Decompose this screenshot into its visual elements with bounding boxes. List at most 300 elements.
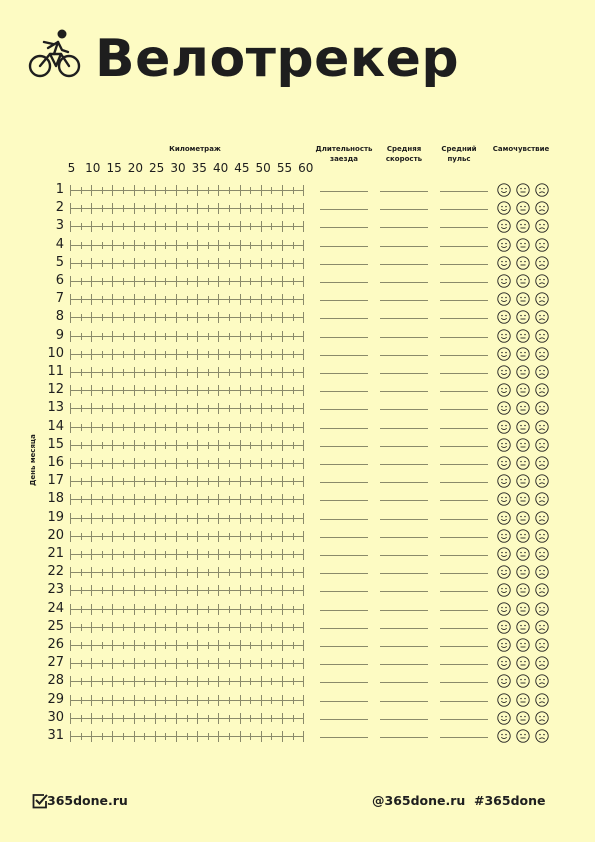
speed-field[interactable]: [380, 464, 428, 465]
pulse-field[interactable]: [440, 227, 488, 228]
sad-face-icon[interactable]: [535, 256, 549, 270]
duration-field[interactable]: [320, 428, 368, 429]
pulse-field[interactable]: [440, 682, 488, 683]
neutral-face-icon[interactable]: [516, 565, 530, 579]
ruler-tick: [197, 258, 198, 269]
speed-field[interactable]: [380, 300, 428, 301]
km-ruler[interactable]: [70, 583, 304, 597]
feeling-options: [497, 438, 551, 454]
ruler-tick: [155, 367, 156, 378]
pulse-field[interactable]: [440, 282, 488, 283]
ruler-tick: [282, 458, 283, 469]
duration-field[interactable]: [320, 391, 368, 392]
speed-field[interactable]: [380, 664, 428, 665]
duration-field[interactable]: [320, 337, 368, 338]
speed-field[interactable]: [380, 519, 428, 520]
ruler-tick: [218, 240, 219, 251]
smiley-icon[interactable]: [497, 383, 511, 397]
smiley-icon[interactable]: [497, 693, 511, 707]
sad-face-icon[interactable]: [535, 456, 549, 470]
sad-face-icon[interactable]: [535, 492, 549, 506]
pulse-field[interactable]: [440, 191, 488, 192]
sad-face-icon[interactable]: [535, 274, 549, 288]
ruler-tick: [112, 658, 113, 669]
speed-field[interactable]: [380, 737, 428, 738]
speed-field[interactable]: [380, 264, 428, 265]
duration-field[interactable]: [320, 573, 368, 574]
smiley-icon[interactable]: [497, 219, 511, 233]
duration-field[interactable]: [320, 664, 368, 665]
ruler-tick: [155, 312, 156, 323]
pulse-field[interactable]: [440, 300, 488, 301]
speed-field[interactable]: [380, 682, 428, 683]
ruler-tick: [303, 713, 304, 724]
speed-field[interactable]: [380, 555, 428, 556]
smiley-icon[interactable]: [497, 547, 511, 561]
neutral-face-icon[interactable]: [516, 347, 530, 361]
km-ruler[interactable]: [70, 620, 304, 634]
sad-face-icon[interactable]: [535, 201, 549, 215]
ruler-tick: [91, 312, 92, 323]
km-ruler[interactable]: [70, 492, 304, 506]
smiley-icon[interactable]: [497, 511, 511, 525]
speed-field[interactable]: [380, 500, 428, 501]
pulse-field[interactable]: [440, 337, 488, 338]
neutral-face-icon[interactable]: [516, 583, 530, 597]
ruler-tick: [155, 713, 156, 724]
duration-field[interactable]: [320, 500, 368, 501]
km-ruler[interactable]: [70, 347, 304, 361]
neutral-face-icon[interactable]: [516, 310, 530, 324]
sad-face-icon[interactable]: [535, 401, 549, 415]
speed-field[interactable]: [380, 719, 428, 720]
speed-field[interactable]: [380, 409, 428, 410]
pulse-field[interactable]: [440, 646, 488, 647]
neutral-face-icon[interactable]: [516, 693, 530, 707]
km-ruler[interactable]: [70, 729, 304, 743]
sad-face-icon[interactable]: [535, 383, 549, 397]
speed-field[interactable]: [380, 246, 428, 247]
neutral-face-icon[interactable]: [516, 438, 530, 452]
km-ruler[interactable]: [70, 238, 304, 252]
neutral-face-icon[interactable]: [516, 547, 530, 561]
ruler-tick: [271, 424, 272, 431]
km-ruler[interactable]: [70, 256, 304, 270]
speed-field[interactable]: [380, 318, 428, 319]
speed-field[interactable]: [380, 446, 428, 447]
duration-field[interactable]: [320, 282, 368, 283]
km-ruler[interactable]: [70, 310, 304, 324]
smiley-icon[interactable]: [497, 438, 511, 452]
smiley-icon[interactable]: [497, 620, 511, 634]
smiley-icon[interactable]: [497, 674, 511, 688]
duration-field[interactable]: [320, 300, 368, 301]
ruler-tick: [293, 424, 294, 431]
smiley-icon[interactable]: [497, 292, 511, 306]
feeling-options: [497, 365, 551, 381]
speed-field[interactable]: [380, 591, 428, 592]
ruler-tick: [134, 185, 135, 196]
ruler-tick: [91, 385, 92, 396]
smiley-icon[interactable]: [497, 711, 511, 725]
duration-field[interactable]: [320, 409, 368, 410]
ruler-tick: [91, 567, 92, 578]
km-ruler[interactable]: [70, 529, 304, 543]
ruler-tick: [240, 221, 241, 232]
ruler-tick: [261, 294, 262, 305]
sad-face-icon[interactable]: [535, 602, 549, 616]
pulse-field[interactable]: [440, 428, 488, 429]
duration-field[interactable]: [320, 318, 368, 319]
speed-field[interactable]: [380, 628, 428, 629]
ruler-tick: [144, 569, 145, 576]
km-ruler[interactable]: [70, 438, 304, 452]
speed-field[interactable]: [380, 573, 428, 574]
km-ruler[interactable]: [70, 638, 304, 652]
sad-face-icon[interactable]: [535, 711, 549, 725]
neutral-face-icon[interactable]: [516, 219, 530, 233]
smiley-icon[interactable]: [497, 238, 511, 252]
duration-field[interactable]: [320, 628, 368, 629]
ruler-tick: [187, 314, 188, 321]
neutral-face-icon[interactable]: [516, 365, 530, 379]
duration-field[interactable]: [320, 591, 368, 592]
ruler-tick: [218, 312, 219, 323]
sad-face-icon[interactable]: [535, 620, 549, 634]
speed-field[interactable]: [380, 337, 428, 338]
speed-field[interactable]: [380, 227, 428, 228]
pulse-field[interactable]: [440, 737, 488, 738]
ruler-tick: [187, 187, 188, 194]
neutral-face-icon[interactable]: [516, 492, 530, 506]
ruler-tick: [303, 458, 304, 469]
neutral-face-icon[interactable]: [516, 456, 530, 470]
ruler-tick: [218, 221, 219, 232]
ruler-tick: [123, 624, 124, 631]
ruler-tick: [282, 367, 283, 378]
sad-face-icon[interactable]: [535, 583, 549, 597]
ruler-tick: [123, 242, 124, 249]
neutral-face-icon[interactable]: [516, 638, 530, 652]
ruler-tick: [282, 331, 283, 342]
speed-field[interactable]: [380, 701, 428, 702]
pulse-field[interactable]: [440, 464, 488, 465]
smiley-icon[interactable]: [497, 420, 511, 434]
sad-face-icon[interactable]: [535, 292, 549, 306]
pulse-field[interactable]: [440, 318, 488, 319]
neutral-face-icon[interactable]: [516, 602, 530, 616]
sad-face-icon[interactable]: [535, 438, 549, 452]
ruler-tick: [112, 640, 113, 651]
neutral-face-icon[interactable]: [516, 401, 530, 415]
day-number: 29: [47, 691, 64, 707]
ruler-tick: [81, 697, 82, 704]
speed-field[interactable]: [380, 646, 428, 647]
smiley-icon[interactable]: [497, 183, 511, 197]
neutral-face-icon[interactable]: [516, 183, 530, 197]
smiley-icon[interactable]: [497, 201, 511, 215]
ruler-tick: [271, 496, 272, 503]
smiley-icon[interactable]: [497, 310, 511, 324]
smiley-icon[interactable]: [497, 474, 511, 488]
neutral-face-icon[interactable]: [516, 256, 530, 270]
smiley-icon[interactable]: [497, 329, 511, 343]
km-ruler[interactable]: [70, 329, 304, 343]
neutral-face-icon[interactable]: [516, 711, 530, 725]
pulse-field[interactable]: [440, 246, 488, 247]
ruler-tick: [261, 476, 262, 487]
km-ruler[interactable]: [70, 201, 304, 215]
smiley-icon[interactable]: [497, 401, 511, 415]
duration-field[interactable]: [320, 446, 368, 447]
sad-face-icon[interactable]: [535, 329, 549, 343]
speed-field[interactable]: [380, 209, 428, 210]
ruler-tick: [165, 587, 166, 594]
pulse-field[interactable]: [440, 628, 488, 629]
ruler-tick: [240, 531, 241, 542]
neutral-face-icon[interactable]: [516, 674, 530, 688]
km-ruler[interactable]: [70, 383, 304, 397]
smiley-icon[interactable]: [497, 347, 511, 361]
km-ruler[interactable]: [70, 693, 304, 707]
ruler-tick: [208, 333, 209, 340]
km-ruler[interactable]: [70, 565, 304, 579]
pulse-field[interactable]: [440, 209, 488, 210]
smiley-icon[interactable]: [497, 602, 511, 616]
sad-face-icon[interactable]: [535, 529, 549, 543]
pulse-field[interactable]: [440, 446, 488, 447]
day-number: 25: [47, 618, 64, 634]
neutral-face-icon[interactable]: [516, 620, 530, 634]
neutral-face-icon[interactable]: [516, 656, 530, 670]
km-ruler[interactable]: [70, 401, 304, 415]
speed-field[interactable]: [380, 391, 428, 392]
neutral-face-icon[interactable]: [516, 383, 530, 397]
day-number: 13: [47, 400, 64, 416]
sad-face-icon[interactable]: [535, 547, 549, 561]
smiley-icon[interactable]: [497, 274, 511, 288]
pulse-field[interactable]: [440, 610, 488, 611]
km-ruler[interactable]: [70, 656, 304, 670]
km-ruler[interactable]: [70, 474, 304, 488]
duration-field[interactable]: [320, 246, 368, 247]
duration-field[interactable]: [320, 209, 368, 210]
footer-handle[interactable]: @365done.ru: [372, 793, 466, 808]
feeling-options: [497, 729, 551, 745]
ruler-tick: [261, 622, 262, 633]
ruler-tick: [229, 478, 230, 485]
ruler-tick: [176, 658, 177, 669]
sad-face-icon[interactable]: [535, 238, 549, 252]
ruler-tick: [144, 242, 145, 249]
ruler-tick: [250, 242, 251, 249]
sad-face-icon[interactable]: [535, 347, 549, 361]
duration-field[interactable]: [320, 355, 368, 356]
ruler-tick: [134, 258, 135, 269]
duration-field[interactable]: [320, 737, 368, 738]
sad-face-icon[interactable]: [535, 183, 549, 197]
km-ruler[interactable]: [70, 183, 304, 197]
duration-field[interactable]: [320, 646, 368, 647]
neutral-face-icon[interactable]: [516, 292, 530, 306]
ruler-tick: [176, 695, 177, 706]
pulse-field[interactable]: [440, 264, 488, 265]
sad-face-icon[interactable]: [535, 565, 549, 579]
pulse-field[interactable]: [440, 519, 488, 520]
km-ruler[interactable]: [70, 711, 304, 725]
ruler-tick: [218, 494, 219, 505]
neutral-face-icon[interactable]: [516, 329, 530, 343]
ruler-tick: [250, 260, 251, 267]
ruler-tick: [70, 294, 71, 305]
km-ruler[interactable]: [70, 602, 304, 616]
speed-field[interactable]: [380, 282, 428, 283]
sad-face-icon[interactable]: [535, 638, 549, 652]
ruler-tick: [261, 695, 262, 706]
neutral-face-icon[interactable]: [516, 201, 530, 215]
duration-field[interactable]: [320, 264, 368, 265]
ruler-tick: [250, 351, 251, 358]
pulse-field[interactable]: [440, 701, 488, 702]
pulse-field[interactable]: [440, 391, 488, 392]
pulse-field[interactable]: [440, 573, 488, 574]
km-ruler[interactable]: [70, 292, 304, 306]
neutral-face-icon[interactable]: [516, 474, 530, 488]
pulse-field[interactable]: [440, 409, 488, 410]
duration-field[interactable]: [320, 482, 368, 483]
sad-face-icon[interactable]: [535, 693, 549, 707]
speed-field[interactable]: [380, 373, 428, 374]
ruler-tick: [271, 296, 272, 303]
ruler-tick: [250, 496, 251, 503]
km-ruler[interactable]: [70, 420, 304, 434]
km-ruler[interactable]: [70, 365, 304, 379]
km-ruler[interactable]: [70, 511, 304, 525]
neutral-face-icon[interactable]: [516, 274, 530, 288]
ruler-tick: [165, 387, 166, 394]
duration-field[interactable]: [320, 227, 368, 228]
duration-field[interactable]: [320, 191, 368, 192]
speed-field[interactable]: [380, 355, 428, 356]
ruler-tick: [218, 349, 219, 360]
ruler-tick: [91, 240, 92, 251]
duration-field[interactable]: [320, 519, 368, 520]
neutral-face-icon[interactable]: [516, 238, 530, 252]
smiley-icon[interactable]: [497, 529, 511, 543]
smiley-icon[interactable]: [497, 256, 511, 270]
ruler-tick: [271, 278, 272, 285]
duration-field[interactable]: [320, 373, 368, 374]
duration-field[interactable]: [320, 537, 368, 538]
smiley-icon[interactable]: [497, 656, 511, 670]
footer-hashtag[interactable]: #365done: [474, 793, 546, 808]
speed-field[interactable]: [380, 428, 428, 429]
speed-field[interactable]: [380, 610, 428, 611]
neutral-face-icon[interactable]: [516, 529, 530, 543]
pulse-field[interactable]: [440, 537, 488, 538]
smiley-icon[interactable]: [497, 492, 511, 506]
ruler-tick: [282, 531, 283, 542]
ruler-tick: [91, 585, 92, 596]
ruler-tick: [155, 203, 156, 214]
smiley-icon[interactable]: [497, 365, 511, 379]
ruler-tick: [187, 478, 188, 485]
pulse-field[interactable]: [440, 373, 488, 374]
sad-face-icon[interactable]: [535, 511, 549, 525]
duration-field[interactable]: [320, 610, 368, 611]
km-ruler[interactable]: [70, 456, 304, 470]
sad-face-icon[interactable]: [535, 310, 549, 324]
ruler-tick: [91, 185, 92, 196]
smiley-icon[interactable]: [497, 583, 511, 597]
ruler-tick: [165, 642, 166, 649]
speed-field[interactable]: [380, 482, 428, 483]
pulse-field[interactable]: [440, 555, 488, 556]
ruler-tick: [176, 276, 177, 287]
feeling-options: [497, 420, 551, 436]
smiley-icon[interactable]: [497, 638, 511, 652]
sad-face-icon[interactable]: [535, 219, 549, 233]
km-ruler[interactable]: [70, 547, 304, 561]
km-ruler[interactable]: [70, 674, 304, 688]
ruler-tick: [134, 403, 135, 414]
ruler-tick: [187, 733, 188, 740]
neutral-face-icon[interactable]: [516, 420, 530, 434]
duration-field[interactable]: [320, 682, 368, 683]
duration-field[interactable]: [320, 464, 368, 465]
pulse-field[interactable]: [440, 719, 488, 720]
pulse-field[interactable]: [440, 664, 488, 665]
footer-site[interactable]: 365done.ru: [47, 793, 128, 808]
ruler-tick: [250, 587, 251, 594]
pulse-field[interactable]: [440, 482, 488, 483]
feeling-options: [497, 310, 551, 326]
smiley-icon[interactable]: [497, 456, 511, 470]
ruler-tick: [218, 276, 219, 287]
km-ruler[interactable]: [70, 274, 304, 288]
duration-field[interactable]: [320, 555, 368, 556]
pulse-field[interactable]: [440, 355, 488, 356]
ruler-tick: [123, 260, 124, 267]
sad-face-icon[interactable]: [535, 420, 549, 434]
pulse-field[interactable]: [440, 500, 488, 501]
duration-field[interactable]: [320, 719, 368, 720]
ruler-tick: [112, 185, 113, 196]
smiley-icon[interactable]: [497, 729, 511, 743]
neutral-face-icon[interactable]: [516, 511, 530, 525]
ruler-tick: [229, 369, 230, 376]
ruler-tick: [261, 513, 262, 524]
feeling-options: [497, 201, 551, 217]
speed-field[interactable]: [380, 191, 428, 192]
sad-face-icon[interactable]: [535, 474, 549, 488]
smiley-icon[interactable]: [497, 565, 511, 579]
sad-face-icon[interactable]: [535, 674, 549, 688]
ruler-tick: [112, 312, 113, 323]
feeling-options: [497, 638, 551, 654]
duration-field[interactable]: [320, 701, 368, 702]
ruler-tick: [197, 695, 198, 706]
pulse-field[interactable]: [440, 591, 488, 592]
sad-face-icon[interactable]: [535, 729, 549, 743]
ruler-tick: [240, 240, 241, 251]
km-ruler[interactable]: [70, 219, 304, 233]
neutral-face-icon[interactable]: [516, 729, 530, 743]
sad-face-icon[interactable]: [535, 365, 549, 379]
speed-field[interactable]: [380, 537, 428, 538]
ruler-tick: [91, 494, 92, 505]
sad-face-icon[interactable]: [535, 656, 549, 670]
